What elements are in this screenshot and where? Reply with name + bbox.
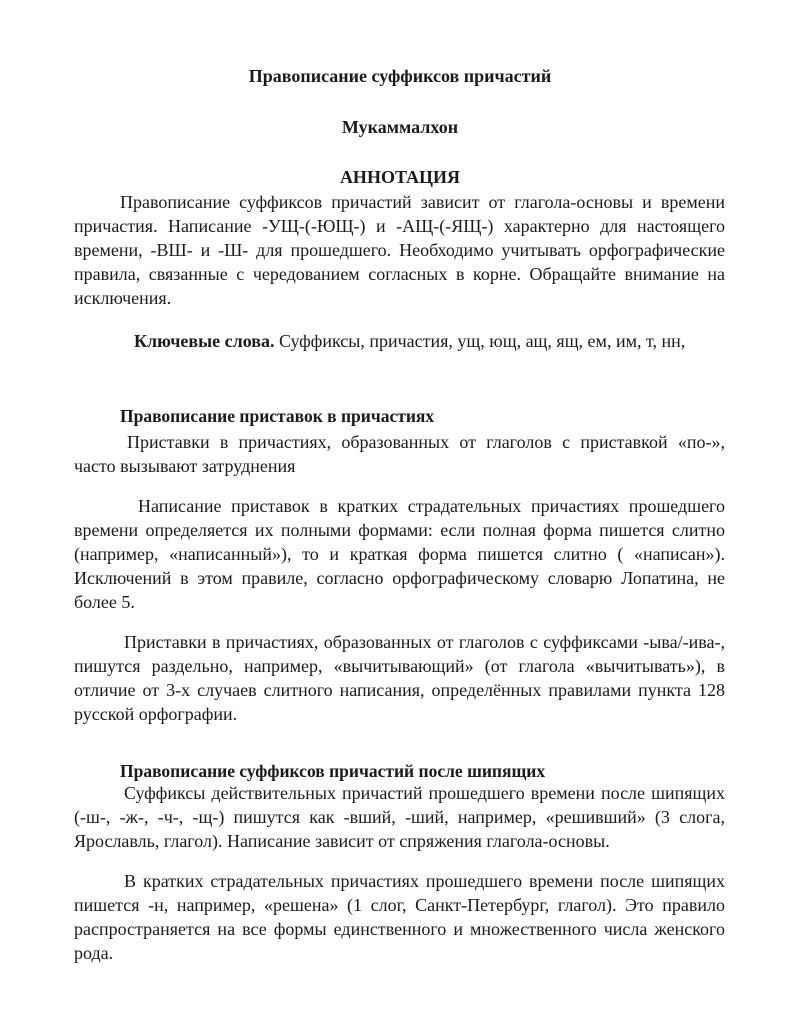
paragraph-line: (-ш-, -ж-, -ч-, -щ-) пишутся как -вший, -ший, например, «решивший» (3 слога, <box>74 807 725 827</box>
paragraph-line: пишутся раздельно, например, «вычитывающий» (от глагола «вычитывать»), в <box>74 656 725 676</box>
paragraph-line: распространяется на все формы единственного и множественного числа женского <box>74 919 725 939</box>
paragraph-line: более 5. <box>74 592 135 612</box>
annotation-line: времени, -ВШ- и -Ш- для прошедшего. Необходимо учитывать орфографические <box>74 240 725 260</box>
paragraph-line: В кратких страдательных причастиях прошедшего времени после шипящих <box>124 871 725 891</box>
paragraph-line: отличие от 3-х случаев слитного написания, определённых правилами пункта 128 <box>74 680 725 700</box>
paragraph-line: (например, «написанный»), то и краткая форма пишется слитно ( «написан»). <box>74 544 725 564</box>
paragraph-line: Приставки в причастиях, образованных от глаголов с суффиксами -ыва/-ива-, <box>124 632 725 652</box>
paragraph-line: Приставки в причастиях, образованных от глаголов с приставкой «по-», <box>127 432 725 452</box>
annotation-line: причастия. Написание -УЩ-(-ЮЩ-) и -АЩ-(-ЯЩ-) характерно для настоящего <box>74 216 725 236</box>
paragraph-line: времени определяется их полными формами: если полная форма пишется слитно <box>74 520 725 540</box>
annotation-line: правила, связанные с чередованием согласных в корне. Обращайте внимание на <box>74 264 725 284</box>
keywords-line <box>134 331 685 352</box>
paragraph-line: Суффиксы действительных причастий прошедшего времени после шипящих <box>124 783 725 803</box>
paragraph-line: русской орфографии. <box>74 704 238 724</box>
paragraph-line: Ярославль, глагол). Написание зависит от спряжения глагола-основы. <box>74 831 610 851</box>
paragraph-line: часто вызывают затруднения <box>74 456 296 476</box>
annotation-heading: АННОТАЦИЯ <box>339 167 461 187</box>
document-title: Правописание суффиксов причастий <box>248 66 552 86</box>
author-name: Мукаммалхон <box>341 117 459 137</box>
section-heading-suffixes-after-sibilants: Правописание суффиксов причастий после шипящих <box>120 761 546 781</box>
paragraph-line: Написание приставок в кратких страдательных причастиях прошедшего <box>138 496 725 516</box>
keywords-label: Ключевые слова. <box>134 331 275 351</box>
annotation-line: исключения. <box>74 288 172 308</box>
paragraph-line: Исключений в этом правиле, согласно орфографическому словарю Лопатина, не <box>74 568 725 588</box>
section-heading-prefixes: Правописание приставок в причастиях <box>120 406 435 426</box>
keywords-text: Суффиксы, причастия, ущ, ющ, ащ, ящ, ем, им, т, нн, <box>274 331 686 351</box>
paragraph-line: рода. <box>74 943 114 963</box>
paragraph-line: пишется -н, например, «решена» (1 слог, Санкт-Петербург, глагол). Это правило <box>74 895 725 915</box>
annotation-line: Правописание суффиксов причастий зависит от глагола-основы и времени <box>120 192 725 212</box>
